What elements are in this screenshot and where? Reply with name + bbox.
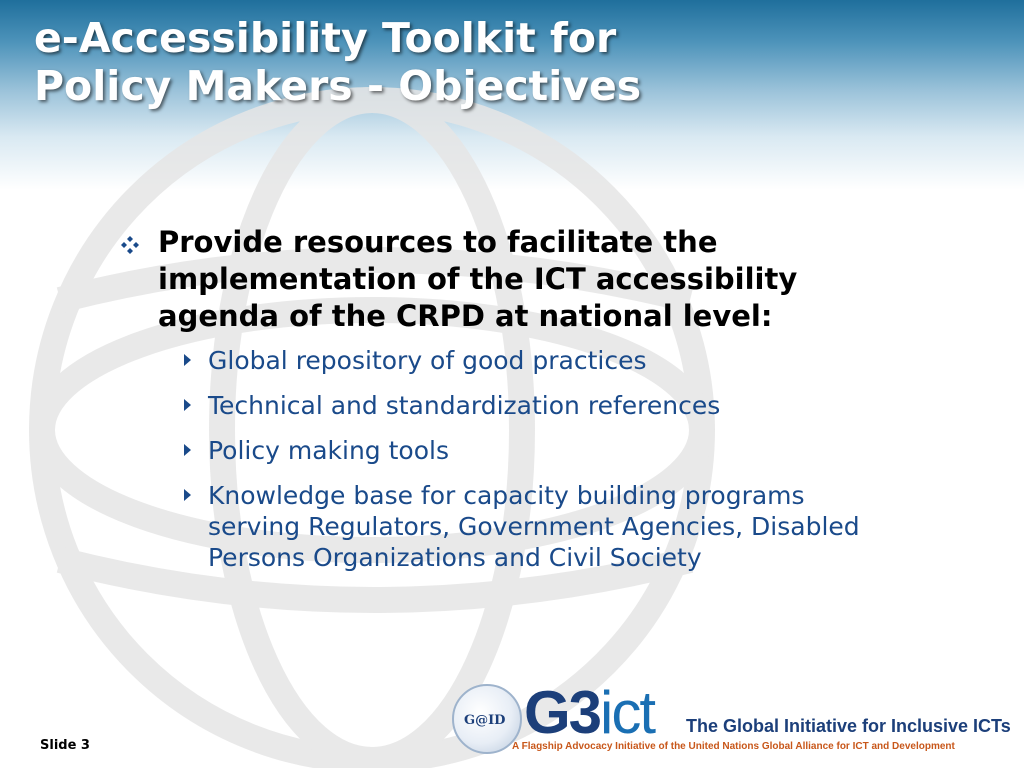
g3ict-logo xyxy=(452,679,1012,764)
sub-bullet-line: Policy making tools xyxy=(208,436,449,465)
sub-bullet-item xyxy=(182,435,978,466)
sub-bullet-line: Persons Organizations and Civil Society xyxy=(208,543,702,572)
main-bullet-line: implementation of the ICT accessibility xyxy=(158,262,798,296)
slide-content xyxy=(118,224,978,587)
sub-bullet-text xyxy=(208,390,978,421)
sub-bullet-line: Global repository of good practices xyxy=(208,346,647,375)
sub-bullet-list xyxy=(118,345,978,573)
sub-bullet-text xyxy=(208,435,978,466)
triangle-bullet-icon xyxy=(184,489,191,501)
sub-bullet-line: Technical and standardization references xyxy=(208,391,721,420)
main-bullet xyxy=(118,224,978,335)
brand-subtitle: A Flagship Advocacy Initiative of the United Nations Global Alliance for ICT and Development xyxy=(512,741,955,752)
main-bullet-text xyxy=(158,224,978,335)
title-line: e-Accessibility Toolkit for xyxy=(34,14,617,62)
slide-number: Slide 3 xyxy=(40,738,90,753)
main-bullet-line: Provide resources to facilitate the xyxy=(158,225,718,259)
sub-bullet-line: serving Regulators, Government Agencies, Disabled xyxy=(208,512,860,541)
brand-ict: ict xyxy=(600,679,655,746)
title-line: Policy Makers - Objectives xyxy=(34,62,642,110)
sub-bullet-text xyxy=(208,480,978,573)
main-bullet-line: agenda of the CRPD at national level: xyxy=(158,299,773,333)
triangle-bullet-icon xyxy=(184,444,191,456)
sub-bullet-item xyxy=(182,480,978,573)
brand-wordmark xyxy=(524,679,655,746)
sub-bullet-line: Knowledge base for capacity building programs xyxy=(208,481,805,510)
slide-title xyxy=(34,14,934,110)
four-diamond-bullet-icon xyxy=(121,236,139,254)
brand-tagline: The Global Initiative for Inclusive ICTs xyxy=(686,716,1011,736)
brand-main: G3 xyxy=(524,679,601,746)
triangle-bullet-icon xyxy=(184,399,191,411)
sub-bullet-item xyxy=(182,390,978,421)
sub-bullet-text xyxy=(208,345,978,376)
seal-text: G@ID xyxy=(464,713,506,728)
triangle-bullet-icon xyxy=(184,354,191,366)
sub-bullet-item xyxy=(182,345,978,376)
